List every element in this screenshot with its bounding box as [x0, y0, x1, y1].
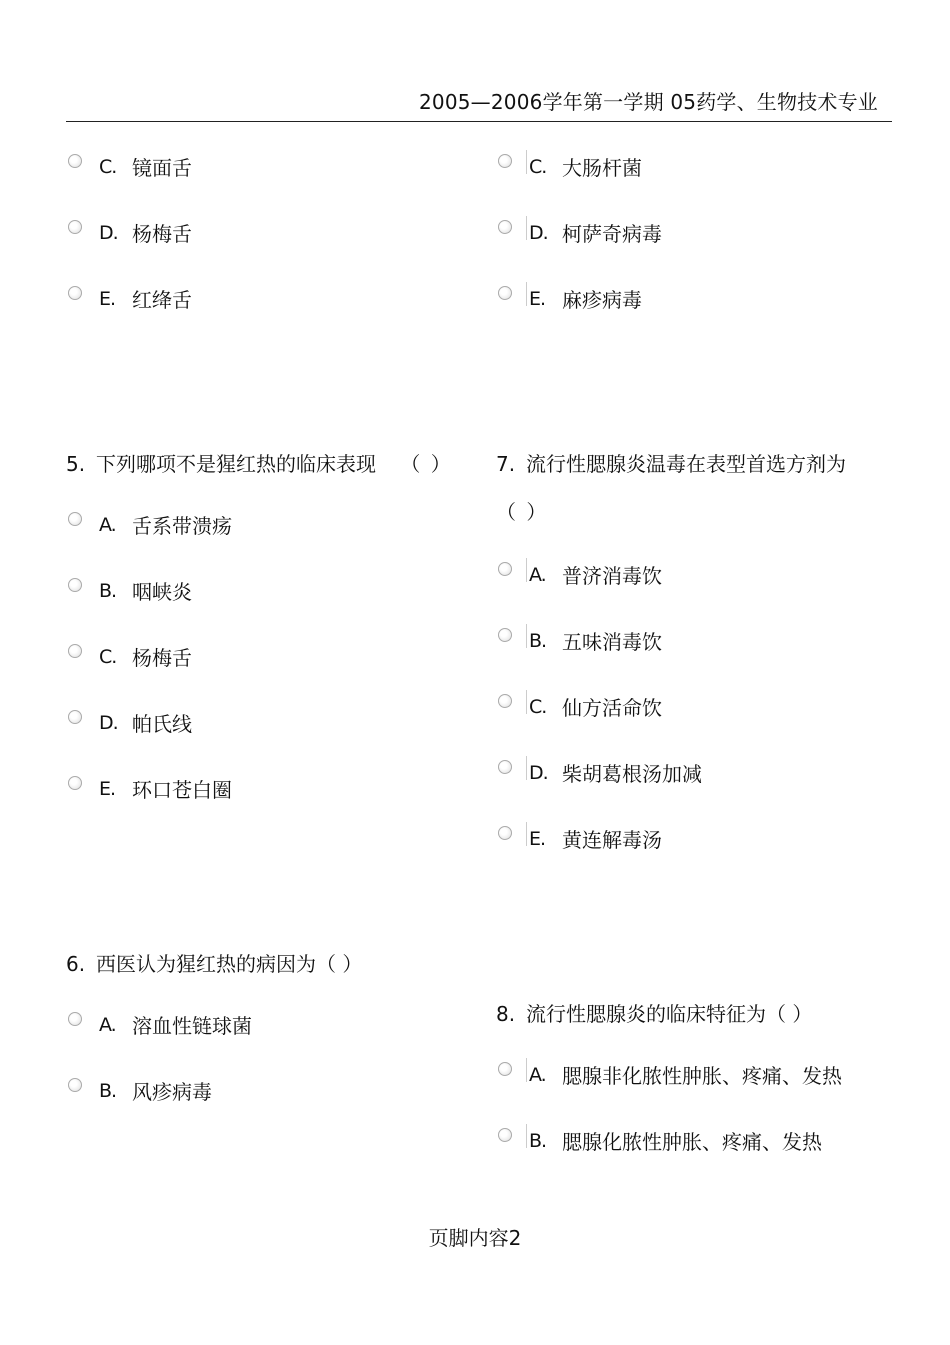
radio-button[interactable] — [68, 286, 82, 300]
option-text: 咽峡炎 — [132, 580, 192, 604]
question-stem-continued — [496, 488, 916, 536]
option-text: 柯萨奇病毒 — [562, 222, 662, 246]
option-letter: C. — [529, 156, 547, 178]
left-top-options — [66, 150, 486, 348]
question-stem — [66, 940, 486, 988]
radio-button[interactable] — [498, 220, 512, 234]
option-letter: A. — [529, 1064, 546, 1086]
option-letter: C. — [99, 646, 117, 668]
option-text: 帕氏线 — [132, 712, 192, 736]
divider — [526, 822, 527, 846]
option-letter: E. — [99, 778, 116, 800]
question-number: 5. — [66, 452, 86, 476]
option-text: 红绛舌 — [132, 288, 192, 312]
option-b[interactable] — [496, 1124, 936, 1190]
question-number: 6. — [66, 952, 86, 976]
option-a[interactable] — [66, 1008, 486, 1074]
option-d[interactable] — [496, 216, 916, 282]
option-d[interactable] — [66, 216, 486, 282]
radio-button[interactable] — [68, 776, 82, 790]
option-letter: B. — [99, 1080, 117, 1102]
option-c[interactable] — [496, 150, 916, 216]
option-letter: A. — [99, 1014, 116, 1036]
option-text: 镜面舌 — [132, 156, 192, 180]
option-text: 五味消毒饮 — [562, 630, 662, 654]
option-text: 仙方活命饮 — [562, 696, 662, 720]
option-text: 黄连解毒汤 — [562, 828, 662, 852]
option-a[interactable] — [496, 1058, 936, 1124]
option-b[interactable] — [496, 624, 916, 690]
page-header: 2005—2006学年第一学期 05药学、生物技术专业 — [418, 90, 878, 114]
option-e[interactable] — [496, 282, 916, 348]
question-5 — [66, 440, 486, 838]
option-a[interactable] — [496, 558, 916, 624]
question-stem — [66, 440, 486, 488]
radio-button[interactable] — [498, 1062, 512, 1076]
option-letter: B. — [529, 1130, 547, 1152]
option-text: 舌系带溃疡 — [132, 514, 232, 538]
option-d[interactable] — [496, 756, 916, 822]
option-letter: D. — [99, 222, 118, 244]
radio-button[interactable] — [498, 826, 512, 840]
option-letter: A. — [99, 514, 116, 536]
question-6 — [66, 940, 486, 1140]
radio-button[interactable] — [68, 644, 82, 658]
question-8 — [496, 990, 936, 1190]
divider — [526, 558, 527, 582]
option-d[interactable] — [66, 706, 486, 772]
question-stem — [496, 990, 936, 1038]
option-e[interactable] — [66, 282, 486, 348]
radio-button[interactable] — [498, 562, 512, 576]
option-text: 溶血性链球菌 — [132, 1014, 252, 1038]
question-7 — [496, 440, 916, 888]
option-b[interactable] — [66, 574, 486, 640]
question-text: 下列哪项不是猩红热的临床表现 — [96, 452, 376, 476]
right-top-options — [496, 150, 916, 348]
option-letter: D. — [99, 712, 118, 734]
divider — [526, 756, 527, 780]
option-a[interactable] — [66, 508, 486, 574]
option-letter: E. — [529, 288, 546, 310]
option-text: 腮腺非化脓性肿胀、疼痛、发热 — [562, 1064, 842, 1088]
option-c[interactable] — [496, 690, 916, 756]
option-text: 风疹病毒 — [132, 1080, 212, 1104]
radio-button[interactable] — [68, 710, 82, 724]
option-c[interactable] — [66, 640, 486, 706]
radio-button[interactable] — [68, 578, 82, 592]
radio-button[interactable] — [68, 220, 82, 234]
divider — [526, 150, 527, 174]
option-letter: D. — [529, 222, 548, 244]
radio-button[interactable] — [498, 154, 512, 168]
option-letter: B. — [529, 630, 547, 652]
radio-button[interactable] — [68, 1012, 82, 1026]
answer-blank: （ ） — [496, 500, 549, 524]
radio-button[interactable] — [68, 1078, 82, 1092]
option-text: 大肠杆菌 — [562, 156, 642, 180]
divider — [526, 690, 527, 714]
option-letter: B. — [99, 580, 117, 602]
question-text: 西医认为猩红热的病因为（ ） — [96, 952, 363, 976]
radio-button[interactable] — [498, 1128, 512, 1142]
option-text: 环口苍白圈 — [132, 778, 232, 802]
question-number: 8. — [496, 1002, 516, 1026]
radio-button[interactable] — [498, 286, 512, 300]
divider — [526, 1058, 527, 1082]
option-letter: E. — [99, 288, 116, 310]
radio-button[interactable] — [68, 512, 82, 526]
question-text: 流行性腮腺炎温毒在表型首选方剂为 — [526, 452, 846, 476]
divider — [526, 282, 527, 306]
option-text: 腮腺化脓性肿胀、疼痛、发热 — [562, 1130, 822, 1154]
radio-button[interactable] — [498, 694, 512, 708]
option-text: 麻疹病毒 — [562, 288, 642, 312]
radio-button[interactable] — [68, 154, 82, 168]
option-letter: D. — [529, 762, 548, 784]
option-text: 杨梅舌 — [132, 646, 192, 670]
option-text: 杨梅舌 — [132, 222, 192, 246]
question-text: 流行性腮腺炎的临床特征为（ ） — [526, 1002, 813, 1026]
radio-button[interactable] — [498, 760, 512, 774]
option-letter: A. — [529, 564, 546, 586]
option-letter: C. — [99, 156, 117, 178]
option-e[interactable] — [496, 822, 916, 888]
page-footer: 页脚内容2 — [428, 1226, 522, 1250]
header-rule — [66, 121, 892, 122]
option-e[interactable] — [66, 772, 486, 838]
option-c[interactable] — [66, 150, 486, 216]
option-b[interactable] — [66, 1074, 486, 1140]
question-stem — [496, 440, 916, 488]
option-text: 柴胡葛根汤加减 — [562, 762, 702, 786]
divider — [526, 1124, 527, 1148]
answer-blank: （ ） — [400, 452, 453, 476]
divider — [526, 216, 527, 240]
divider — [526, 624, 527, 648]
option-letter: E. — [529, 828, 546, 850]
question-number: 7. — [496, 452, 516, 476]
radio-button[interactable] — [498, 628, 512, 642]
option-letter: C. — [529, 696, 547, 718]
option-text: 普济消毒饮 — [562, 564, 662, 588]
